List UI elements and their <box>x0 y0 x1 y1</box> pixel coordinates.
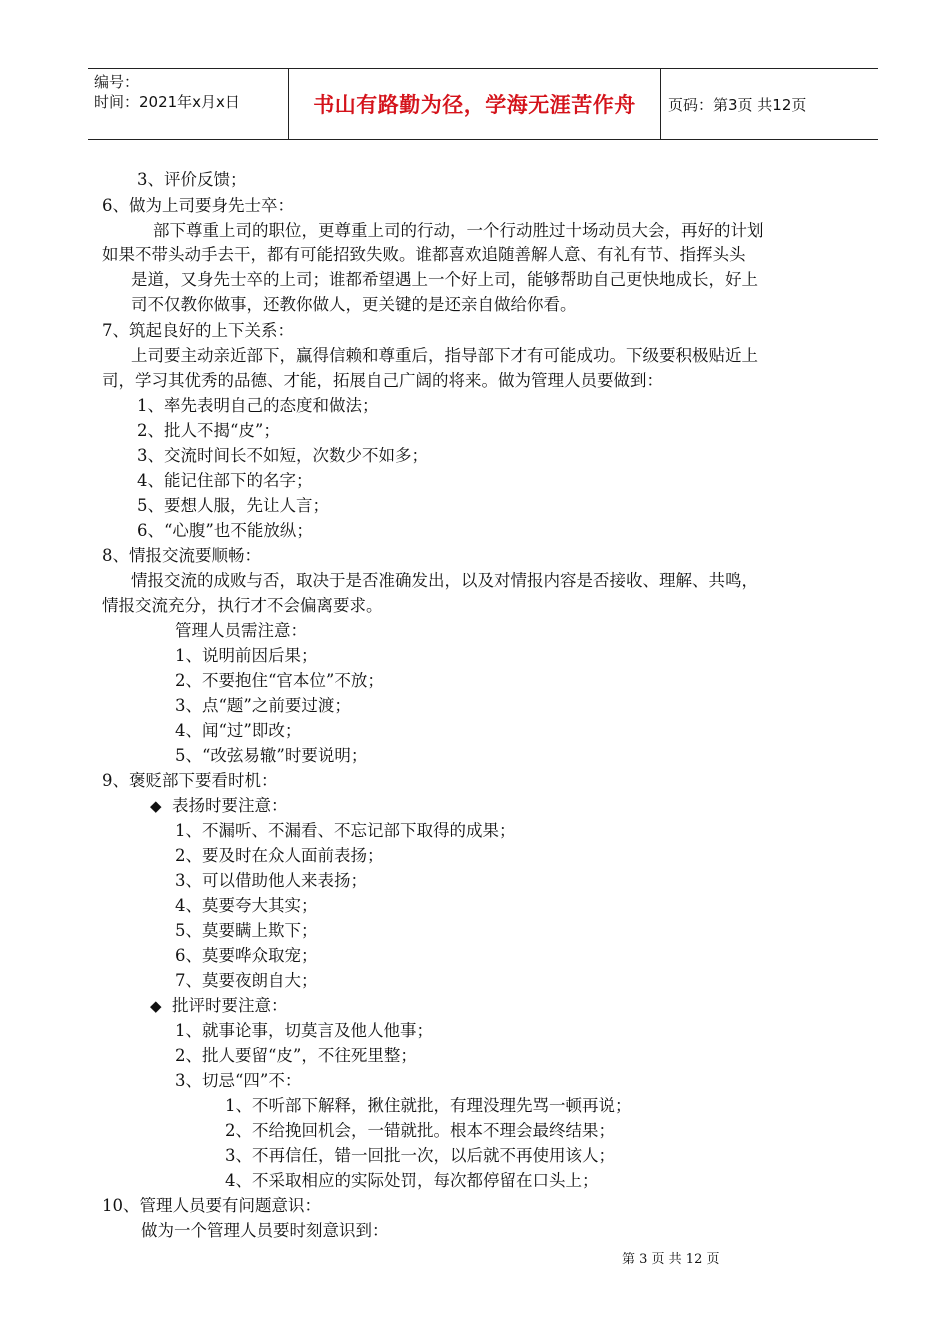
sub-list-item: 1、不听部下解释，揪住就批，有理没理先骂一顿再说； <box>225 1096 632 1115</box>
header-page-number: 页码：第3页 共12页 <box>668 95 807 114</box>
list-item: 1、不漏听、不漏看、不忘记部下取得的成果； <box>175 821 516 840</box>
text-line: 部下尊重上司的职位，更尊重上司的行动，一个行动胜过十场动员大会，再好的计划 <box>153 221 764 240</box>
list-item: 4、能记住部下的名字； <box>137 471 313 490</box>
diamond-bullet-icon: ◆ <box>150 997 162 1015</box>
text-line: 是道，又身先士卒的上司；谁都希望遇上一个好上司，能够帮助自己更快地成长，好上 <box>131 270 758 289</box>
bullet-heading <box>150 794 288 818</box>
text-line: 情报交流充分，执行才不会偏离要求。 <box>102 596 383 615</box>
list-item: 1、就事论事，切莫言及他人他事； <box>175 1021 433 1040</box>
list-item: 7、莫要夜朗自大； <box>175 971 318 990</box>
list-item: 4、莫要夸大其实； <box>175 896 318 915</box>
text-line: 管理人员需注意： <box>175 621 307 640</box>
section-heading: 6、做为上司要身先士卒： <box>102 196 294 215</box>
list-item: 5、要想人服，先让人言； <box>137 496 329 515</box>
list-item: 5、“改弦易辙”时要说明； <box>175 746 368 765</box>
list-item: 4、闻“过”即改； <box>175 721 302 740</box>
sub-list-item: 3、不再信任，错一回批一次，以后就不再使用该人； <box>225 1146 615 1165</box>
header-meta <box>94 69 288 142</box>
document-time-label: 时间：2021年x月x日 <box>94 93 240 111</box>
section-heading: 10、管理人员要有问题意识： <box>102 1196 321 1215</box>
bullet-heading-label: 批评时要注意： <box>172 996 288 1015</box>
list-item: 2、批人不揭“皮”； <box>137 421 280 440</box>
text-line: 司不仅教你做事，还教你做人，更关键的是还亲自做给你看。 <box>131 295 577 314</box>
text-line: 情报交流的成败与否，取决于是否准确发出，以及对情报内容是否接收、理解、共鸣， <box>131 571 758 590</box>
sub-list-item: 4、不采取相应的实际处罚，每次都停留在口头上； <box>225 1171 599 1190</box>
text-line: 上司要主动亲近部下，赢得信赖和尊重后，指导部下才有可能成功。下级要积极贴近上 <box>131 346 758 365</box>
diamond-bullet-icon: ◆ <box>150 797 162 815</box>
list-item: 1、率先表明自己的态度和做法； <box>137 396 379 415</box>
list-item: 3、切忌“四”不： <box>175 1071 302 1090</box>
list-item: 5、莫要瞒上欺下； <box>175 921 318 940</box>
list-item: 3、点“题”之前要过渡； <box>175 696 351 715</box>
list-item: 1、说明前因后果； <box>175 646 318 665</box>
bullet-heading-label: 表扬时要注意： <box>172 796 288 815</box>
bullet-heading <box>150 994 288 1018</box>
sub-list-item: 2、不给挽回机会，一错就批。根本不理会最终结果； <box>225 1121 615 1140</box>
list-item: 2、批人要留“皮”，不往死里整； <box>175 1046 417 1065</box>
text-line: 如果不带头动手去干，都有可能招致失败。谁都喜欢追随善解人意、有礼有节、指挥头头 <box>102 245 746 264</box>
text-line: 司，学习其优秀的品德、才能，拓展自己广阔的将来。做为管理人员要做到： <box>102 371 663 390</box>
text-line: 3、评价反馈； <box>137 170 247 189</box>
text-line: 做为一个管理人员要时刻意识到： <box>141 1221 389 1240</box>
section-heading: 8、情报交流要顺畅： <box>102 546 261 565</box>
section-heading: 7、筑起良好的上下关系： <box>102 321 294 340</box>
list-item: 3、可以借助他人来表扬； <box>175 871 367 890</box>
list-item: 2、要及时在众人面前表扬； <box>175 846 384 865</box>
section-heading: 9、褒贬部下要看时机： <box>102 771 278 790</box>
header-motto: 书山有路勤为径，学海无涯苦作舟 <box>288 69 661 139</box>
page-header <box>88 68 878 140</box>
list-item: 2、不要抱住“官本位”不放； <box>175 671 384 690</box>
list-item: 3、交流时间长不如短，次数少不如多； <box>137 446 428 465</box>
document-number-label: 编号： <box>94 73 140 91</box>
page-footer: 第 3 页 共 12 页 <box>622 1252 720 1267</box>
list-item: 6、莫要哗众取宠； <box>175 946 318 965</box>
list-item: 6、“心腹”也不能放纵； <box>137 521 313 540</box>
